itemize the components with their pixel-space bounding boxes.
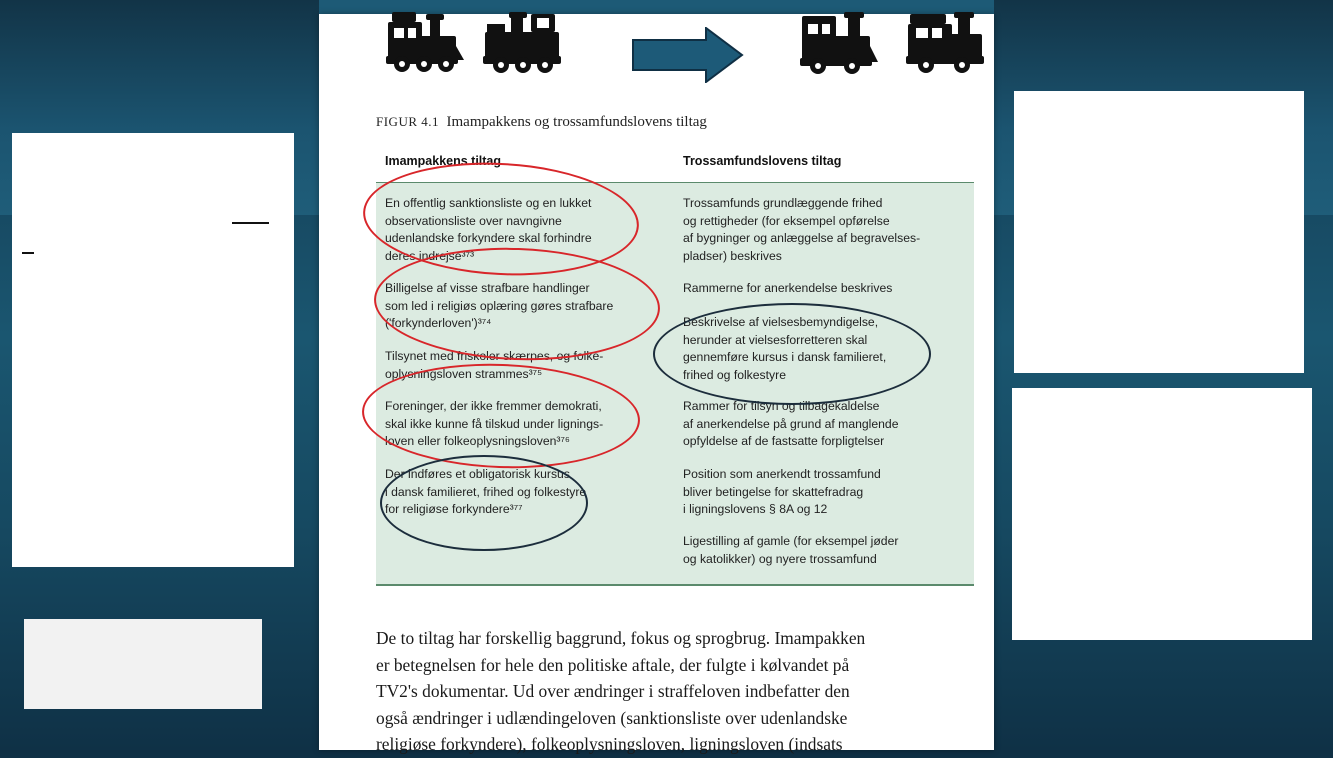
column-header-left: Imampakkens tiltag — [385, 154, 502, 168]
column-header-right: Trossamfundslovens tiltag — [683, 154, 842, 168]
table-cell-left: Billigelse af visse strafbare handlinger som led i religiøs oplæring gøres strafbare ('forkynderloven')³⁷⁴ — [385, 281, 614, 330]
train-icon — [906, 10, 986, 74]
table-cell-left: Tilsynet med friskoler skærpes, og folke- oplysningsloven strammes³⁷⁵ — [385, 349, 604, 381]
table-cell-left: Foreninger, der ikke fremmer demokrati, skal ikke kunne få tilskud under lignings- loven eller folkeoplysningsloven³⁷⁶ — [385, 399, 604, 448]
train-icon — [800, 12, 880, 76]
table-cell-right: Rammerne for anerkendelse beskrives — [683, 281, 893, 295]
train-icon — [386, 10, 466, 74]
annotation-circle-dark — [380, 455, 588, 551]
right-panel-top — [1014, 91, 1304, 373]
underline-mark — [232, 222, 269, 224]
table-cell-left: Der indføres et obligatorisk kursus i dansk familieret, frihed og folkestyre for religiøse forkyndere³⁷⁷ — [385, 467, 587, 516]
underline-mark — [22, 252, 34, 254]
table-cell-right: Trossamfunds grundlæggende frihed og rettigheder (for eksempel opførelse af bygninger og anlæggelse af begravelses- pladser) beskrives — [683, 196, 921, 263]
figure-label: FIGUR 4.1 — [376, 114, 440, 129]
figure-title: Imampakkens og trossamfundslovens tiltag — [446, 114, 707, 130]
table-cell-right: Rammer for tilsyn og tilbagekaldelse af anerkendelse på grund af manglende opfyldelse af de fastsatte forpligtelser — [683, 399, 899, 448]
left-small-panel — [24, 619, 262, 709]
body-paragraph: De to tiltag har forskellig baggrund, fokus og sprogbrug. Imampakken er betegnelsen for hele den politiske aftale, der fulgte i kølvandet på TV2's dokumentar. Ud over ændringer i straffeloven indbefatter den også ændringer i udlændingeloven (sanktionsliste over udenlandske religiøse forkyndere), folkeoplysningsloven, ligningsloven (indsats — [376, 628, 866, 754]
table-cell-right: Position som anerkendt trossamfund bliver betingelse for skattefradrag i ligningslovens § 8A og 12 — [683, 467, 881, 516]
train-icon — [483, 10, 563, 74]
left-panel — [12, 133, 294, 567]
table-cell-right: Beskrivelse af vielsesbemyndigelse, herunder at vielsesforretteren skal gennemføre kursus i dansk familieret, frihed og folkestyre — [683, 315, 887, 382]
figure-caption — [376, 114, 707, 131]
right-panel-bottom — [1012, 388, 1312, 640]
table-cell-left: En offentlig sanktionsliste og en lukket observationsliste over navngivne udenlandske forkyndere skal forhindre deres indrejse³⁷³ — [385, 196, 592, 263]
annotation-circle-dark — [653, 303, 931, 405]
table-cell-right: Ligestilling af gamle (for eksempel jøder og katolikker) og nyere trossamfund — [683, 534, 899, 566]
right-arrow-icon — [632, 27, 744, 83]
